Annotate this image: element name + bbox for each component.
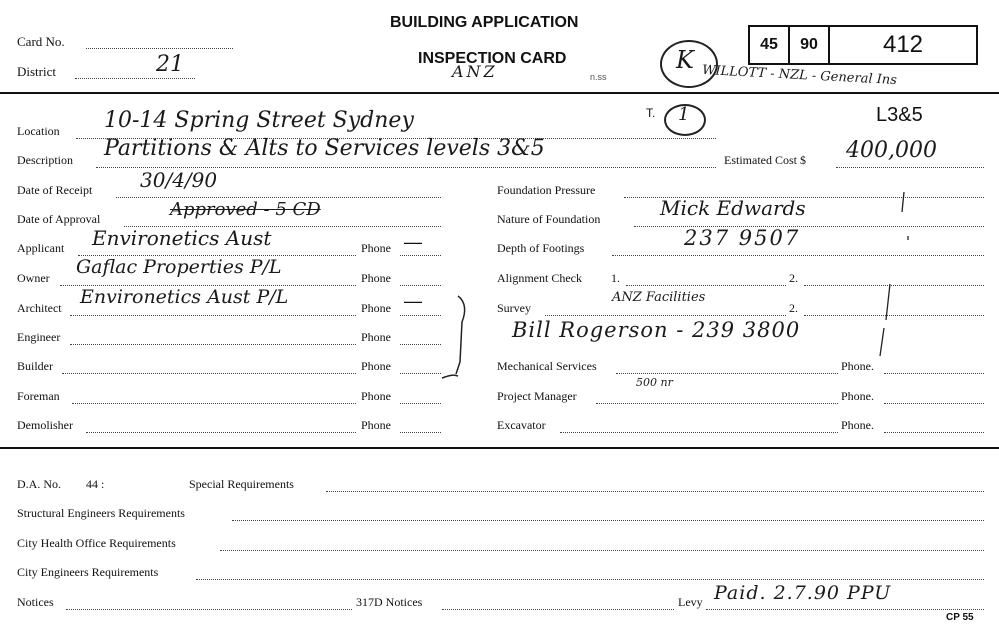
alignment-1: 1. [611,271,620,285]
depth-label: Depth of Footings [497,241,585,255]
approval-label: Date of Approval [17,212,101,226]
code-box-2: 90 [788,25,830,65]
district-value: 21 [156,52,184,77]
excavator-phone-line [884,432,984,433]
owner-phone-line [400,285,441,286]
demolisher-phone-line [400,432,441,433]
receipt-line [116,197,441,198]
applicant-label: Applicant [17,241,65,255]
notices317-line [442,609,674,610]
title-line-2: INSPECTION CARD [418,50,567,67]
bill-line: Bill Rogerson - 239 3800 [512,318,801,342]
pm-phone-line [884,403,984,404]
estimated-cost-line [836,167,984,168]
top-rule [0,92,999,94]
mech-phone-line [884,373,984,374]
location-levels: L3&5 [876,104,923,126]
owner-phone-label: Phone [361,271,391,285]
structural-line [232,520,984,521]
applicant-phone-dash: — [404,232,422,252]
title-line-1: BUILDING APPLICATION [390,14,579,31]
engineer-label: Engineer [17,330,61,344]
excavator-phone-label: Phone. [841,418,874,432]
nature-value: Mick Edwards [660,196,806,220]
location-circle-value: 1 [678,104,690,125]
district-label: District [17,64,56,79]
estimated-cost-label: Estimated Cost $ [724,153,806,167]
notices-label: Notices [17,595,54,609]
mech-line [616,373,838,374]
builder-line [62,373,356,374]
demolisher-phone-label: Phone [361,418,391,432]
architect-label: Architect [17,301,62,315]
levy-label: Levy [678,595,703,609]
health-label: City Health Office Requirements [17,536,176,550]
city-eng-label: City Engineers Requirements [17,565,159,579]
hw-anz: ANZ [452,62,498,81]
code-box-3: 412 [828,25,978,65]
card-no-label: Card No. [17,34,65,49]
da-value: 44 : [86,477,105,491]
depth-line [612,255,984,256]
code-box-1: 45 [748,25,790,65]
hw-initials: K [676,46,694,74]
mech-phone-label: Phone. [841,359,874,373]
excavator-line [560,432,838,433]
architect-line [70,315,356,316]
engineer-phone-label: Phone [361,330,391,344]
pm-value: 500 nr [636,376,673,389]
mech-label: Mechanical Services [497,359,597,373]
estimated-cost-value: 400,000 [846,138,937,163]
excavator-label: Excavator [497,418,546,432]
notices317-label: 317D Notices [356,595,423,609]
survey-label: Survey [497,301,531,315]
applicant-value: Environetics Aust [92,226,272,250]
levy-line [706,609,984,610]
nature-label: Nature of Foundation [497,212,601,226]
bracket-scribble [430,292,480,392]
pm-phone-label: Phone. [841,389,874,403]
engineer-line [70,344,356,345]
structural-label: Structural Engineers Requirements [17,506,185,520]
receipt-value: 30/4/90 [140,168,218,192]
special-line [326,491,984,492]
builder-label: Builder [17,359,53,373]
health-line [220,550,984,551]
pm-label: Project Manager [497,389,577,403]
description-label: Description [17,153,73,167]
location-label: Location [17,124,60,138]
location-value: 10-14 Spring Street Sydney [104,108,414,133]
foreman-phone-label: Phone [361,389,391,403]
right-bracket-scribble [860,280,900,360]
card-no-line [86,48,233,49]
survey-value: ANZ Facilities [612,290,706,305]
description-value: Partitions & Alts to Services levels 3&5 [104,136,545,161]
applicant-phone-label: Phone [361,241,391,255]
survey-2: 2. [789,301,798,315]
foundation-pressure-label: Foundation Pressure [497,183,596,197]
owner-label: Owner [17,271,50,285]
foreman-label: Foreman [17,389,60,403]
special-label: Special Requirements [189,477,294,491]
city-eng-line [196,579,984,580]
district-line [75,78,195,79]
notices-line [66,609,352,610]
receipt-label: Date of Receipt [17,183,93,197]
depth-value: 237 9507 [684,226,801,250]
levy-value: Paid. 2.7.90 PPU [714,582,892,604]
pm-line [596,403,838,404]
architect-phone-label: Phone [361,301,391,315]
hw-contact: WILLOTT - NZL - General Ins [701,62,898,89]
demolisher-line [86,432,356,433]
alignment-1-line [626,285,786,286]
tick-scribble [900,190,920,250]
foreman-phone-line [400,403,441,404]
location-note: T. [646,106,656,120]
approval-value: Approved - 5 CD [170,199,321,220]
foreman-line [72,403,356,404]
survey-line [545,315,786,316]
architect-value: Environetics Aust P/L [80,286,289,308]
alignment-label: Alignment Check [497,271,582,285]
owner-value: Gaflac Properties P/L [76,256,282,278]
demolisher-label: Demolisher [17,418,73,432]
form-code: CP 55 [946,612,974,623]
alignment-2: 2. [789,271,798,285]
middle-rule [0,447,999,449]
hw-mark: n.ss [590,72,607,82]
architect-phone-dash: — [404,291,422,311]
builder-phone-label: Phone [361,359,391,373]
applicant-phone-line [400,255,441,256]
da-label: D.A. No. [17,477,61,491]
